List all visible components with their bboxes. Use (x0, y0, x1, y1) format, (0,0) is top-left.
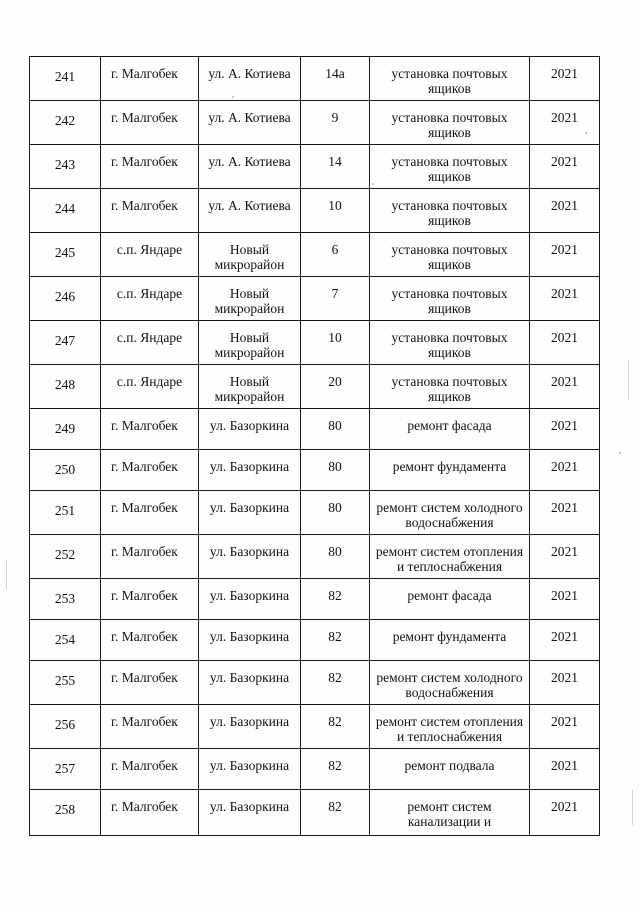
street-cell: ул. Базоркина (199, 749, 301, 790)
work-type-cell: установка почтовых ящиков (370, 233, 530, 277)
locality-cell: г. Малгобек (101, 101, 199, 145)
year-cell: 2021 (530, 321, 600, 365)
year-cell: 2021 (530, 277, 600, 321)
work-type-cell: ремонт систем холодного водоснабжения (370, 661, 530, 705)
street-cell: ул. Базоркина (199, 620, 301, 661)
row-number-cell: 241 (30, 57, 101, 101)
scan-speck (585, 132, 587, 134)
row-number-cell: 253 (30, 579, 101, 620)
work-type-cell: ремонт фасада (370, 579, 530, 620)
scan-speck (232, 96, 234, 98)
row-number-cell: 251 (30, 491, 101, 535)
row-number-cell: 243 (30, 145, 101, 189)
street-cell: Новый микрорайон (199, 321, 301, 365)
house-number-cell: 6 (301, 233, 370, 277)
year-cell: 2021 (530, 365, 600, 409)
house-number-cell: 82 (301, 749, 370, 790)
row-number-cell: 250 (30, 450, 101, 491)
work-type-cell: установка почтовых ящиков (370, 365, 530, 409)
house-number-cell: 82 (301, 705, 370, 749)
street-cell: ул. Базоркина (199, 790, 301, 836)
row-number-cell: 249 (30, 409, 101, 450)
work-type-cell: ремонт фундамента (370, 450, 530, 491)
year-cell: 2021 (530, 749, 600, 790)
locality-cell: г. Малгобек (101, 620, 199, 661)
locality-cell: г. Малгобек (101, 189, 199, 233)
work-type-cell: ремонт систем канализации и (370, 790, 530, 836)
street-cell: Новый микрорайон (199, 365, 301, 409)
year-cell: 2021 (530, 661, 600, 705)
locality-cell: г. Малгобек (101, 409, 199, 450)
locality-cell: г. Малгобек (101, 145, 199, 189)
street-cell: ул. Базоркина (199, 661, 301, 705)
year-cell: 2021 (530, 620, 600, 661)
locality-cell: г. Малгобек (101, 661, 199, 705)
house-number-cell: 80 (301, 450, 370, 491)
year-cell: 2021 (530, 705, 600, 749)
table-row (30, 749, 600, 790)
table-row (30, 705, 600, 749)
street-cell: ул. Базоркина (199, 491, 301, 535)
table-row (30, 535, 600, 579)
scan-edge-mark (6, 560, 7, 590)
scan-speck (619, 452, 621, 454)
table-row (30, 579, 600, 620)
street-cell: ул. А. Котиева (199, 57, 301, 101)
work-type-cell: ремонт систем отопления и теплоснабжения (370, 535, 530, 579)
year-cell: 2021 (530, 233, 600, 277)
locality-cell: г. Малгобек (101, 579, 199, 620)
work-type-cell: ремонт систем отопления и теплоснабжения (370, 705, 530, 749)
work-type-cell: ремонт подвала (370, 749, 530, 790)
house-number-cell: 10 (301, 189, 370, 233)
work-type-cell: установка почтовых ящиков (370, 101, 530, 145)
house-number-cell: 9 (301, 101, 370, 145)
year-cell: 2021 (530, 790, 600, 836)
work-type-cell: установка почтовых ящиков (370, 277, 530, 321)
year-cell: 2021 (530, 409, 600, 450)
row-number-cell: 258 (30, 790, 101, 836)
locality-cell: г. Малгобек (101, 491, 199, 535)
table-row (30, 233, 600, 277)
street-cell: Новый микрорайон (199, 233, 301, 277)
table-row (30, 409, 600, 450)
street-cell: ул. Базоркина (199, 705, 301, 749)
row-number-cell: 244 (30, 189, 101, 233)
house-number-cell: 82 (301, 661, 370, 705)
locality-cell: г. Малгобек (101, 749, 199, 790)
street-cell: ул. А. Котиева (199, 101, 301, 145)
work-type-cell: установка почтовых ящиков (370, 189, 530, 233)
work-type-cell: ремонт систем холодного водоснабжения (370, 491, 530, 535)
work-type-cell: установка почтовых ящиков (370, 57, 530, 101)
street-cell: ул. Базоркина (199, 450, 301, 491)
row-number-cell: 252 (30, 535, 101, 579)
street-cell: ул. Базоркина (199, 579, 301, 620)
street-cell: ул. А. Котиева (199, 145, 301, 189)
table-row (30, 661, 600, 705)
scan-edge-mark (628, 360, 629, 400)
locality-cell: г. Малгобек (101, 57, 199, 101)
locality-cell: с.п. Яндаре (101, 233, 199, 277)
year-cell: 2021 (530, 535, 600, 579)
year-cell: 2021 (530, 57, 600, 101)
table-row (30, 790, 600, 836)
row-number-cell: 255 (30, 661, 101, 705)
table-row (30, 101, 600, 145)
row-number-cell: 256 (30, 705, 101, 749)
street-cell: ул. Базоркина (199, 409, 301, 450)
table-row (30, 57, 600, 101)
street-cell: Новый микрорайон (199, 277, 301, 321)
table-row (30, 189, 600, 233)
house-number-cell: 82 (301, 790, 370, 836)
house-number-cell: 14 (301, 145, 370, 189)
scan-edge-mark (632, 790, 633, 825)
repair-works-table (29, 56, 600, 836)
street-cell: ул. Базоркина (199, 535, 301, 579)
work-type-cell: ремонт фасада (370, 409, 530, 450)
house-number-cell: 80 (301, 409, 370, 450)
work-type-cell: установка почтовых ящиков (370, 321, 530, 365)
house-number-cell: 82 (301, 620, 370, 661)
locality-cell: г. Малгобек (101, 535, 199, 579)
table-row (30, 321, 600, 365)
house-number-cell: 20 (301, 365, 370, 409)
table-body (30, 57, 600, 836)
house-number-cell: 82 (301, 579, 370, 620)
row-number-cell: 254 (30, 620, 101, 661)
work-type-cell: установка почтовых ящиков (370, 145, 530, 189)
locality-cell: г. Малгобек (101, 450, 199, 491)
year-cell: 2021 (530, 189, 600, 233)
table-row (30, 277, 600, 321)
row-number-cell: 246 (30, 277, 101, 321)
table-row (30, 145, 600, 189)
locality-cell: г. Малгобек (101, 705, 199, 749)
locality-cell: г. Малгобек (101, 790, 199, 836)
row-number-cell: 242 (30, 101, 101, 145)
house-number-cell: 14а (301, 57, 370, 101)
table-row (30, 491, 600, 535)
year-cell: 2021 (530, 101, 600, 145)
year-cell: 2021 (530, 579, 600, 620)
house-number-cell: 80 (301, 491, 370, 535)
locality-cell: с.п. Яндаре (101, 365, 199, 409)
row-number-cell: 245 (30, 233, 101, 277)
locality-cell: с.п. Яндаре (101, 321, 199, 365)
work-type-cell: ремонт фундамента (370, 620, 530, 661)
table-row (30, 620, 600, 661)
row-number-cell: 248 (30, 365, 101, 409)
row-number-cell: 247 (30, 321, 101, 365)
year-cell: 2021 (530, 491, 600, 535)
street-cell: ул. А. Котиева (199, 189, 301, 233)
house-number-cell: 10 (301, 321, 370, 365)
house-number-cell: 80 (301, 535, 370, 579)
scan-speck (372, 183, 374, 185)
locality-cell: с.п. Яндаре (101, 277, 199, 321)
row-number-cell: 257 (30, 749, 101, 790)
house-number-cell: 7 (301, 277, 370, 321)
year-cell: 2021 (530, 450, 600, 491)
year-cell: 2021 (530, 145, 600, 189)
table-row (30, 450, 600, 491)
table-row (30, 365, 600, 409)
